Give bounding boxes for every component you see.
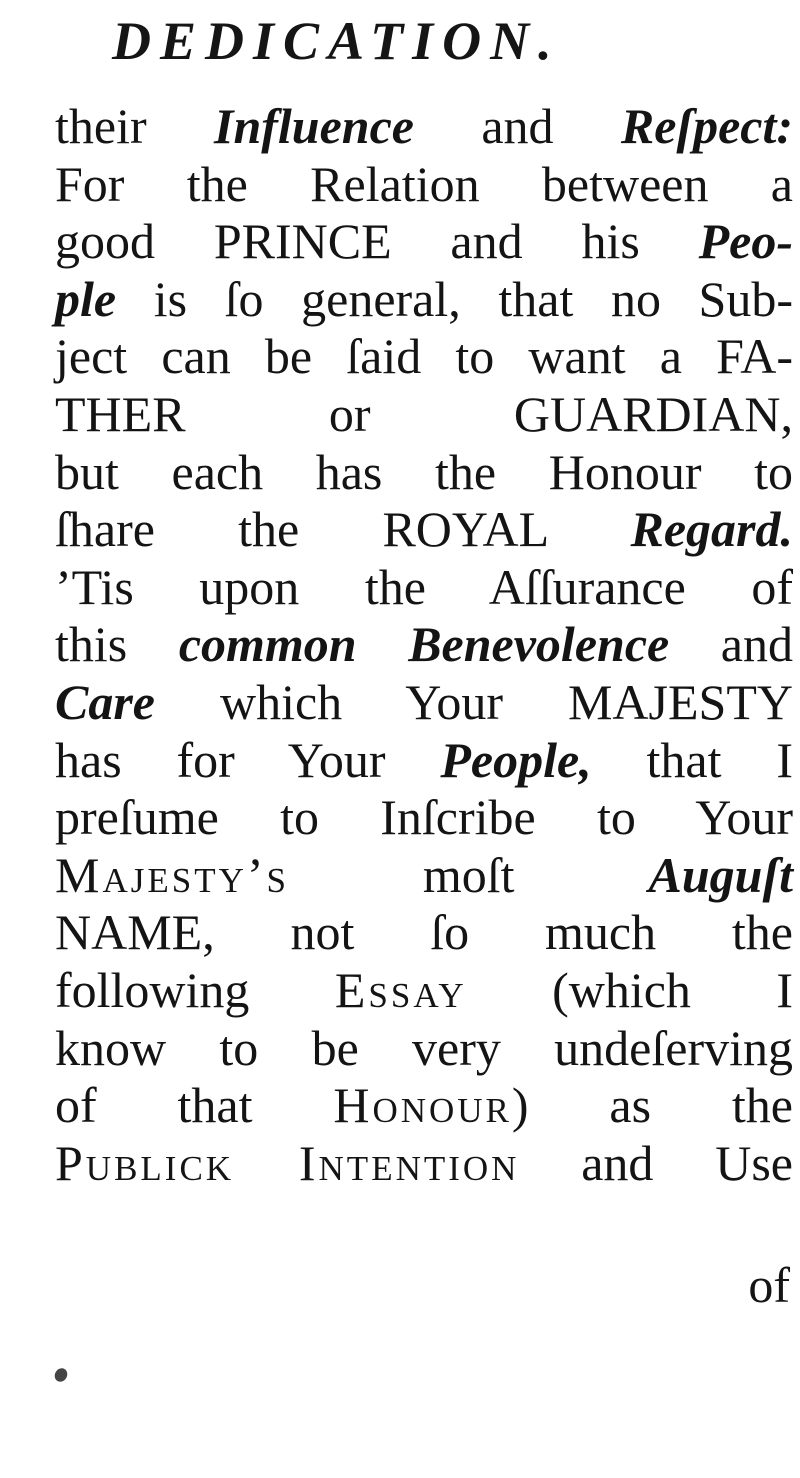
text-run: People,: [440, 731, 592, 788]
text-line: [55, 559, 793, 617]
text-line: [55, 156, 793, 214]
text-run: know to be very undeſerving: [55, 1019, 793, 1076]
text-run: Reſpect:: [620, 98, 793, 154]
text-line: [55, 904, 793, 962]
text-run: Peo-: [698, 213, 793, 270]
text-run: Honour: [333, 1077, 512, 1134]
text-line: [55, 271, 793, 329]
text-run: ple: [55, 270, 117, 327]
text-run: moſt: [288, 846, 649, 903]
text-line: [55, 616, 793, 674]
text-run: and: [669, 616, 793, 673]
text-run: of that: [55, 1077, 334, 1134]
text-line: [55, 444, 793, 502]
text-run: is ſo general, that no Sub-: [116, 270, 793, 327]
text-run: this: [55, 616, 179, 673]
text-run: common Benevolence: [178, 616, 670, 673]
text-run: Auguſt: [648, 846, 793, 903]
text-run: (which I: [466, 961, 793, 1018]
text-run: that I: [591, 731, 793, 788]
text-run: preſume to Inſcribe to Your: [55, 789, 793, 846]
text-run: ) as the: [511, 1077, 793, 1134]
text-line: [55, 1020, 793, 1078]
text-line: [55, 213, 793, 271]
text-run: good PRINCE and his: [55, 213, 699, 270]
text-run: Influence: [213, 98, 414, 154]
text-run: NAME, not ſo much the: [55, 904, 793, 961]
text-line: [55, 1135, 793, 1193]
text-run: Publick Intention: [55, 1134, 520, 1191]
body-text: [55, 98, 793, 1192]
text-line: [55, 98, 793, 156]
text-run: their: [55, 98, 214, 154]
text-line: [55, 789, 793, 847]
text-run: but each has the Honour to: [55, 443, 793, 500]
running-head: DEDICATION.: [112, 11, 561, 71]
text-line: [55, 386, 793, 444]
text-run: and Use: [519, 1134, 793, 1191]
catchword: of: [748, 1257, 790, 1313]
text-run: Care: [55, 673, 155, 730]
text-line: [55, 962, 793, 1020]
text-run: which Your MAJESTY: [155, 673, 793, 730]
text-run: ’Tis upon the Aſſurance of: [55, 558, 793, 615]
text-run: ject can be ſaid to want a FA-: [55, 328, 793, 385]
text-run: Essay: [334, 961, 467, 1018]
text-run: and: [413, 98, 621, 154]
ink-smudge: [52, 1366, 69, 1384]
text-line: [55, 732, 793, 790]
text-run: Regard.: [630, 501, 793, 558]
text-run: following: [55, 961, 335, 1018]
text-run: ſhare the ROYAL: [55, 501, 631, 558]
text-run: THER or GUARDIAN,: [55, 385, 793, 442]
text-run: has for Your: [55, 731, 441, 788]
text-line: [55, 328, 793, 386]
text-run: For the Relation between a: [55, 155, 793, 212]
text-line: [55, 847, 793, 905]
text-line: [55, 501, 793, 559]
text-line: [55, 1077, 793, 1135]
text-line: [55, 674, 793, 732]
text-run: Majesty’s: [55, 846, 289, 903]
